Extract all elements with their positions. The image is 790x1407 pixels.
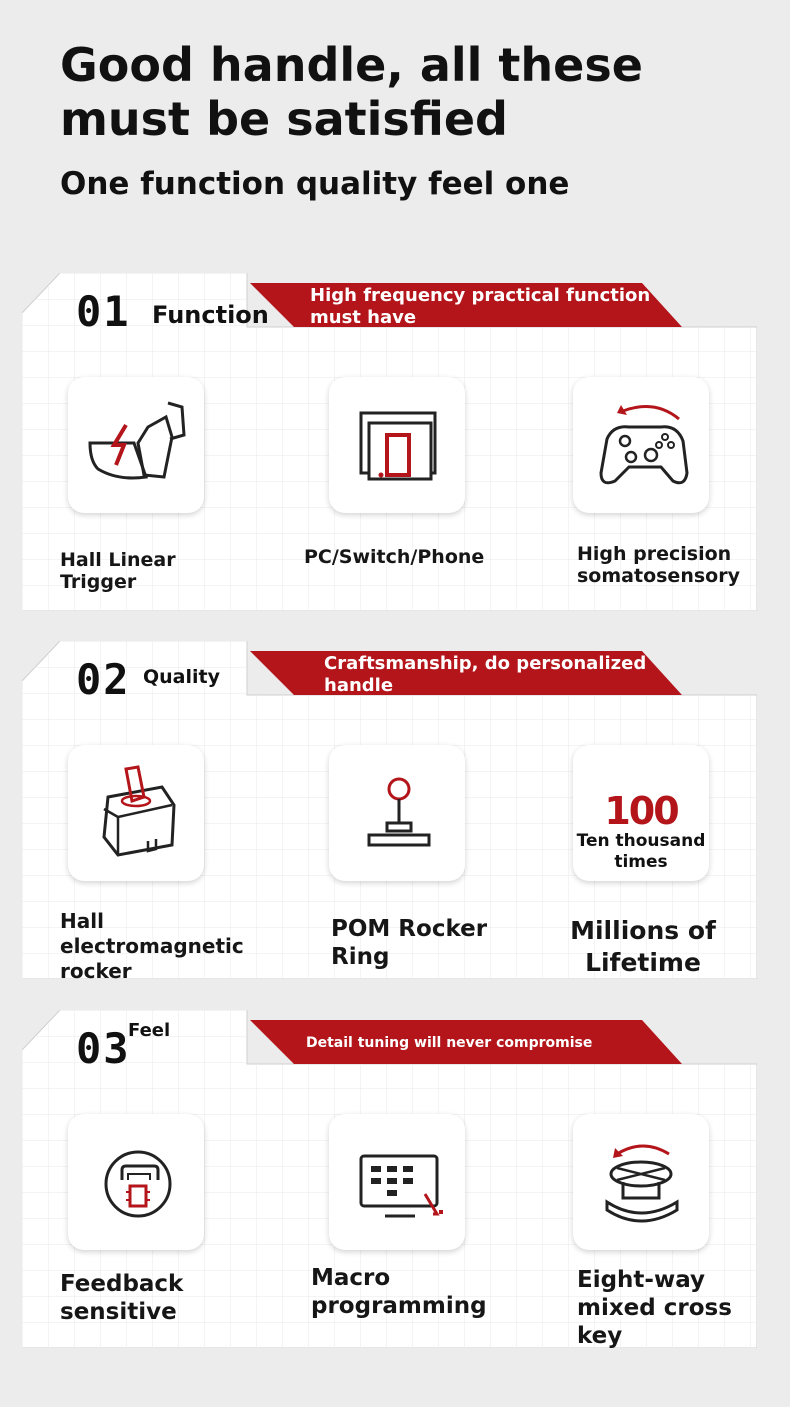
section-function bbox=[22, 273, 757, 611]
section-number: 02 bbox=[76, 655, 131, 704]
feature-label: High precision somatosensory bbox=[577, 543, 740, 587]
feature-label: PC/Switch/Phone bbox=[304, 546, 485, 568]
page-subtitle: One function quality feel one bbox=[60, 166, 570, 202]
feature-tile bbox=[573, 377, 709, 513]
feature-label: Macro programming bbox=[311, 1265, 487, 1319]
feature-tile bbox=[68, 377, 204, 513]
feature-tile bbox=[573, 1114, 709, 1250]
section-feel bbox=[22, 1010, 757, 1348]
feature-label: Feedback sensitive bbox=[60, 1271, 184, 1325]
feature-tile bbox=[329, 1114, 465, 1250]
section-quality bbox=[22, 641, 757, 983]
macro-keyboard-icon bbox=[329, 1114, 465, 1250]
lifetime-stat-number: 100 bbox=[604, 789, 678, 833]
section-title: Feel bbox=[128, 1020, 171, 1041]
section-banner: Detail tuning will never compromise bbox=[306, 1035, 593, 1051]
section-title: Function bbox=[152, 301, 269, 329]
section-banner: High frequency practical function must have bbox=[310, 285, 651, 328]
feature-tile bbox=[68, 745, 204, 881]
section-title: Quality bbox=[143, 666, 220, 688]
section-banner: Craftsmanship, do personalized handle bbox=[324, 653, 647, 696]
multi-platform-icon bbox=[329, 377, 465, 513]
joystick-icon bbox=[329, 745, 465, 881]
lifetime-stat-caption: Ten thousand times bbox=[576, 831, 706, 872]
feature-label: Eight-way mixed cross key bbox=[577, 1267, 732, 1349]
hall-rocker-icon bbox=[68, 745, 204, 881]
feature-tile bbox=[329, 377, 465, 513]
feature-tile bbox=[68, 1114, 204, 1250]
vibration-motor-icon bbox=[68, 1114, 204, 1250]
gamepad-rotate-icon bbox=[573, 377, 709, 513]
dpad-rotate-icon bbox=[573, 1114, 709, 1250]
hall-trigger-icon bbox=[68, 377, 204, 513]
feature-label: POM Rocker Ring bbox=[331, 916, 488, 970]
feature-tile bbox=[329, 745, 465, 881]
section-number: 01 bbox=[76, 287, 131, 336]
section-number: 03 bbox=[76, 1024, 131, 1073]
feature-label: Hall electromagnetic rocker bbox=[60, 909, 244, 983]
feature-label: Hall Linear Trigger bbox=[60, 549, 176, 593]
feature-label: Millions of Lifetime bbox=[570, 916, 716, 977]
page-title: Good handle, all these must be satisfied bbox=[60, 38, 643, 146]
lifetime-tile bbox=[573, 745, 709, 881]
